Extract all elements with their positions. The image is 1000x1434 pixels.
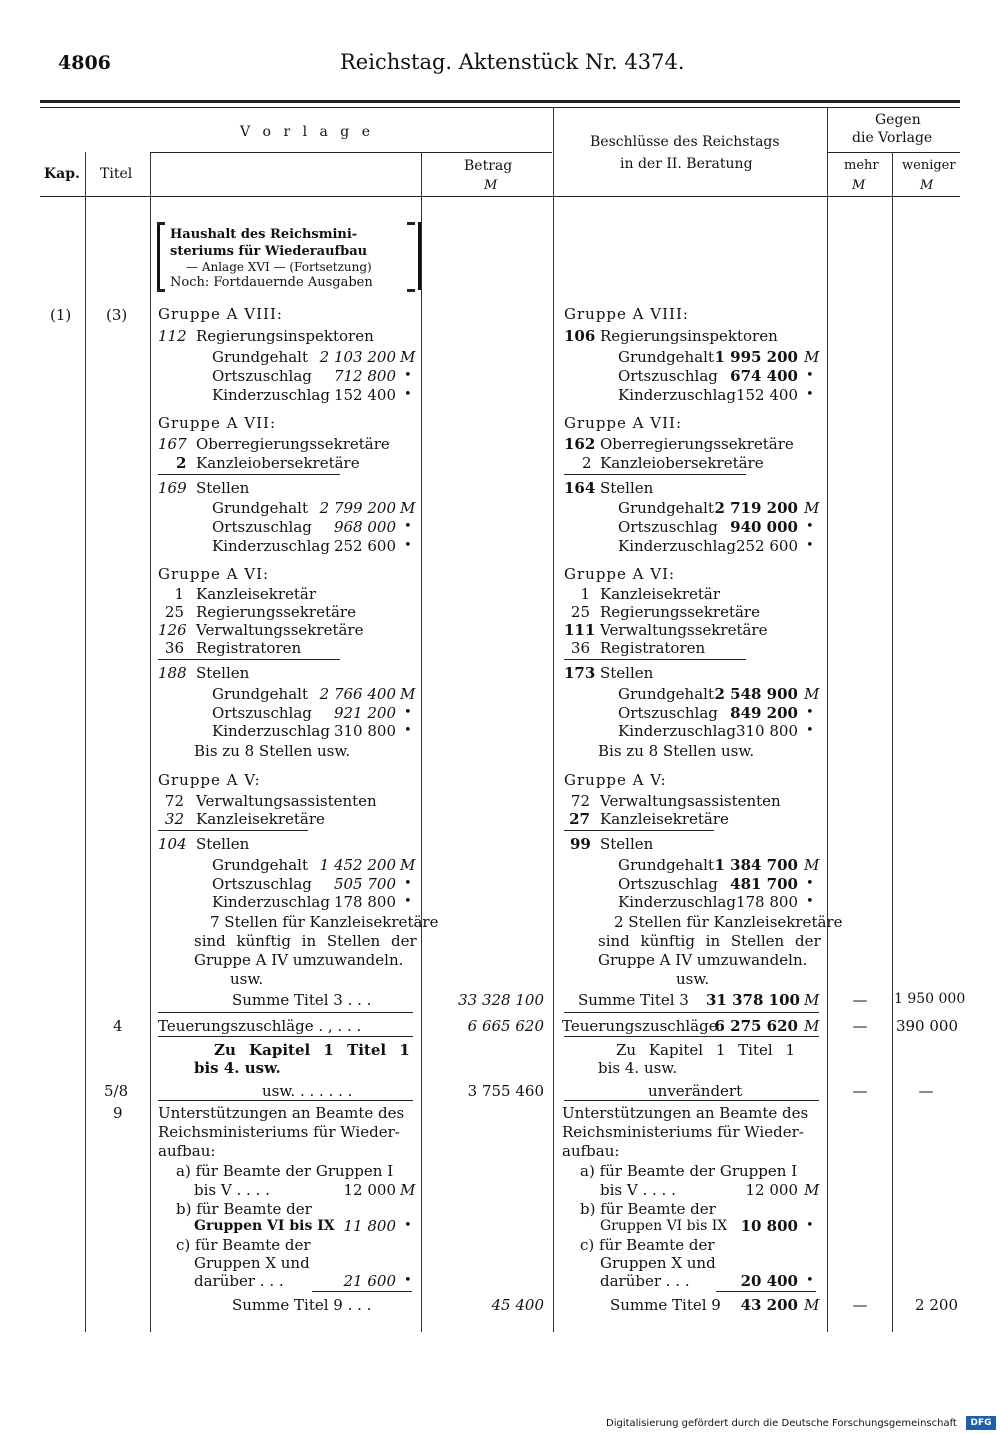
value: 178 800 <box>333 893 396 911</box>
group-heading: Gruppe A VI: <box>158 565 270 583</box>
sub-item: darüber . . . <box>600 1272 690 1290</box>
stellen-label: Stellen <box>196 835 250 853</box>
bracket-corner <box>157 222 165 225</box>
titel-name: Reichsministeriums für Wieder- <box>562 1123 804 1141</box>
label-grundgehalt: Grundgehalt <box>618 685 714 703</box>
betrag-value: 45 400 <box>491 1296 544 1314</box>
sum-rule <box>564 1100 819 1101</box>
label-grundgehalt: Grundgehalt <box>212 348 308 366</box>
sum-rule <box>564 474 746 475</box>
position-name: Regierungsinspektoren <box>600 327 778 345</box>
ditto: • <box>806 538 814 553</box>
weniger-unit: M <box>920 178 934 193</box>
usw: usw. . . . . . . <box>262 1082 353 1100</box>
sub-item: Gruppen X und <box>194 1254 310 1272</box>
value: 11 800 <box>343 1217 396 1235</box>
ditto: • <box>806 723 814 738</box>
sub-item: darüber . . . <box>194 1272 284 1290</box>
ditto: • <box>404 538 412 553</box>
reference: Zu Kapitel 1 Titel 1 <box>214 1041 410 1059</box>
sub-item: Gruppen VI bis IX <box>194 1218 335 1234</box>
count: 106 <box>564 327 596 345</box>
mehr-value: — <box>852 1296 868 1314</box>
value: 10 800 <box>740 1217 798 1235</box>
value: 505 700 <box>333 875 396 893</box>
label-grundgehalt: Grundgehalt <box>212 856 308 874</box>
value: 712 800 <box>333 367 396 385</box>
col-divider <box>892 152 893 1332</box>
value: 921 200 <box>333 704 396 722</box>
bracket-corner <box>407 222 415 225</box>
position-name: Kanzleisekretär <box>196 585 317 603</box>
count: 32 <box>164 810 184 828</box>
sub-item: a) für Beamte der Gruppen I <box>176 1162 394 1180</box>
ditto: • <box>404 1218 412 1233</box>
sum-label: Summe Titel 9 . . . <box>232 1296 372 1314</box>
group-heading: Gruppe A VI: <box>564 565 676 583</box>
note: sind künftig in Stellen der <box>598 932 821 950</box>
label-kinderzuschlag: Kinderzuschlag <box>618 893 736 911</box>
note: sind künftig in Stellen der <box>194 932 417 950</box>
ditto: • <box>806 1218 814 1233</box>
position-name: Kanzleiobersekretäre <box>196 454 360 472</box>
value: 2 103 200 <box>319 348 396 366</box>
kap-header: Kap. <box>44 166 80 182</box>
betrag-unit: M <box>484 178 498 193</box>
sum-rule <box>158 1100 413 1101</box>
dfg-logo: DFG <box>966 1416 996 1430</box>
stellen-label: Stellen <box>600 664 654 682</box>
betrag-header: Betrag <box>464 158 513 174</box>
weniger-value: 1 950 000 <box>894 991 966 1007</box>
sum-rule <box>158 659 340 660</box>
sum-rule <box>564 1012 819 1013</box>
header-rule <box>40 100 960 103</box>
note: usw. <box>230 970 264 988</box>
sub-item: Gruppen X und <box>600 1254 716 1272</box>
note: Gruppe A IV umzuwandeln. <box>194 951 404 969</box>
sum-rule <box>158 1012 413 1013</box>
label-kinderzuschlag: Kinderzuschlag <box>212 386 330 404</box>
sub-item: b) für Beamte der <box>176 1200 312 1218</box>
mark-unit: M <box>400 348 416 366</box>
label-ortszuschlag: Ortszuschlag <box>618 704 718 722</box>
position-name: Verwaltungsassistenten <box>600 792 781 810</box>
label-grundgehalt: Grundgehalt <box>618 856 714 874</box>
sub-item: bis V . . . . <box>194 1181 270 1199</box>
sum-label: Summe Titel 3 <box>578 991 689 1009</box>
stellen-label: Stellen <box>196 479 250 497</box>
value: 43 200 <box>740 1296 798 1314</box>
mehr-value: — <box>852 991 868 1009</box>
count: 126 <box>158 621 187 639</box>
titel-label: 5/8 <box>104 1082 129 1100</box>
label-grundgehalt: Grundgehalt <box>618 499 714 517</box>
label-kinderzuschlag: Kinderzuschlag <box>212 722 330 740</box>
position-name: Verwaltungssekretäre <box>600 621 768 639</box>
value: 2 799 200 <box>319 499 396 517</box>
col-divider <box>421 152 422 1332</box>
ditto: • <box>404 723 412 738</box>
value: 1 452 200 <box>319 856 396 874</box>
titel-name: Teuerungszuschläge . , . . . <box>158 1017 362 1035</box>
value: 31 378 100 <box>706 991 800 1009</box>
position-name: Registratoren <box>196 639 302 657</box>
label-ortszuschlag: Ortszuschlag <box>212 367 312 385</box>
page-title: Reichstag. Aktenstück Nr. 4374. <box>340 50 685 74</box>
count: 167 <box>158 435 187 453</box>
gegen-subrule <box>828 152 960 153</box>
value: 1 384 700 <box>714 856 798 874</box>
value: 152 400 <box>735 386 798 404</box>
ditto: • <box>806 387 814 402</box>
value: 178 800 <box>735 893 798 911</box>
betrag-value: 33 328 100 <box>458 991 544 1009</box>
beschluesse-header-2: in der II. Beratung <box>620 156 753 172</box>
position-name: Kanzleisekretäre <box>600 810 729 828</box>
sub-item: c) für Beamte der <box>580 1236 715 1254</box>
count: 162 <box>564 435 596 453</box>
note: Bis zu 8 Stellen usw. <box>194 742 351 760</box>
titel-name: Reichsministeriums für Wieder- <box>158 1123 400 1141</box>
weniger-value: 390 000 <box>895 1017 958 1035</box>
stellen-label: Stellen <box>196 664 250 682</box>
value: 310 800 <box>735 722 798 740</box>
label-ortszuschlag: Ortszuschlag <box>618 518 718 536</box>
stellen-label: Stellen <box>600 479 654 497</box>
mark-unit: M <box>804 1181 820 1199</box>
note: 7 Stellen für Kanzleisekretäre <box>210 913 439 931</box>
value: 12 000 <box>745 1181 798 1199</box>
titel-name: aufbau: <box>158 1142 216 1160</box>
mark-unit: M <box>804 348 820 366</box>
page-number: 4806 <box>58 52 111 74</box>
ditto: • <box>404 705 412 720</box>
sum-rule <box>158 1036 413 1037</box>
value: 2 548 900 <box>714 685 798 703</box>
sum-label: Summe Titel 9 <box>610 1296 721 1314</box>
value: 152 400 <box>333 386 396 404</box>
count: 112 <box>158 327 187 345</box>
note: Bis zu 8 Stellen usw. <box>598 742 755 760</box>
group-heading: Gruppe A V: <box>158 771 261 789</box>
position-name: Kanzleisekretär <box>600 585 721 603</box>
vorlage-header: V o r l a g e <box>240 124 375 140</box>
vorlage-subrule <box>150 152 552 153</box>
titel-label: 4 <box>113 1017 123 1035</box>
label-grundgehalt: Grundgehalt <box>212 499 308 517</box>
weniger-value: 2 200 <box>915 1296 958 1314</box>
label-kinderzuschlag: Kinderzuschlag <box>618 386 736 404</box>
ditto: • <box>404 368 412 383</box>
count: 25 <box>570 603 590 621</box>
mark-unit: M <box>400 856 416 874</box>
mark-unit: M <box>400 1181 416 1199</box>
sum-label: Summe Titel 3 . . . <box>232 991 372 1009</box>
sub-item: a) für Beamte der Gruppen I <box>580 1162 798 1180</box>
reference: Zu Kapitel 1 Titel 1 <box>616 1041 795 1059</box>
value: 21 600 <box>343 1272 396 1290</box>
value: 968 000 <box>333 518 396 536</box>
count: 104 <box>158 835 187 853</box>
group-heading: Gruppe A VII: <box>158 414 276 432</box>
note: 2 Stellen für Kanzleisekretäre <box>614 913 843 931</box>
sub-item: b) für Beamte der <box>580 1200 716 1218</box>
count: 169 <box>158 479 187 497</box>
ditto: • <box>404 876 412 891</box>
mark-unit: M <box>804 1017 820 1035</box>
beschluesse-header: Beschlüsse des Reichstags <box>590 134 780 150</box>
column-header-rule <box>40 196 960 197</box>
ditto: • <box>404 387 412 402</box>
ditto: • <box>806 1273 814 1288</box>
value: 940 000 <box>730 518 798 536</box>
col-divider <box>553 108 554 1332</box>
count: 1 <box>580 585 590 603</box>
value: 2 719 200 <box>714 499 798 517</box>
ditto: • <box>404 894 412 909</box>
sum-rule <box>564 1036 819 1037</box>
reference: bis 4. usw. <box>194 1059 281 1077</box>
value: 310 800 <box>333 722 396 740</box>
sub-item: c) für Beamte der <box>176 1236 311 1254</box>
betrag-value: 6 665 620 <box>467 1017 544 1035</box>
titel-name: aufbau: <box>562 1142 620 1160</box>
titel-label: 9 <box>113 1104 123 1122</box>
mark-unit: M <box>804 991 820 1009</box>
betrag-value: 3 755 460 <box>467 1082 544 1100</box>
value: 2 766 400 <box>319 685 396 703</box>
sum-rule <box>158 830 308 831</box>
position-name: Regierungsinspektoren <box>196 327 374 345</box>
count: 111 <box>564 621 596 639</box>
mark-unit: M <box>804 1296 820 1314</box>
weniger-value: — <box>918 1082 934 1100</box>
ditto: • <box>806 519 814 534</box>
count: 188 <box>158 664 187 682</box>
titel-name: Unterstützungen an Beamte des <box>562 1104 809 1122</box>
kap-label: (1) <box>50 306 72 324</box>
label-grundgehalt: Grundgehalt <box>618 348 714 366</box>
position-name: Kanzleiobersekretäre <box>600 454 764 472</box>
box-line1: Haushalt des Reichsmini- <box>170 227 358 242</box>
position-name: Regierungssekretäre <box>196 603 356 621</box>
count: 72 <box>164 792 184 810</box>
col-divider <box>827 108 828 1332</box>
count: 2 <box>176 454 187 472</box>
position-name: Verwaltungsassistenten <box>196 792 377 810</box>
value: 20 400 <box>740 1272 798 1290</box>
position-name: Registratoren <box>600 639 706 657</box>
sub-item: Gruppen VI bis IX <box>600 1218 728 1234</box>
group-heading: Gruppe A VII: <box>564 414 682 432</box>
count: 72 <box>570 792 590 810</box>
count: 2 <box>582 454 592 472</box>
ditto: • <box>404 1273 412 1288</box>
count: 36 <box>164 639 184 657</box>
gegen-header: Gegen <box>875 112 921 128</box>
position-name: Verwaltungssekretäre <box>196 621 364 639</box>
mark-unit: M <box>400 685 416 703</box>
mehr-value: — <box>852 1082 868 1100</box>
box-line4: Noch: Fortdauernde Ausgaben <box>170 275 373 290</box>
mark-unit: M <box>804 499 820 517</box>
position-name: Oberregierungssekretäre <box>196 435 390 453</box>
sum-rule <box>564 659 746 660</box>
titel-header: Titel <box>100 166 133 182</box>
sum-rule <box>158 474 340 475</box>
label-ortszuschlag: Ortszuschlag <box>618 875 718 893</box>
label-ortszuschlag: Ortszuschlag <box>212 518 312 536</box>
label-kinderzuschlag: Kinderzuschlag <box>212 537 330 555</box>
bracket-corner <box>157 289 165 292</box>
count: 36 <box>570 639 590 657</box>
label-grundgehalt: Grundgehalt <box>212 685 308 703</box>
position-name: Regierungssekretäre <box>600 603 760 621</box>
mark-unit: M <box>804 856 820 874</box>
count: 99 <box>570 835 591 853</box>
reference: bis 4. usw. <box>598 1059 678 1077</box>
value: 12 000 <box>343 1181 396 1199</box>
value: 849 200 <box>730 704 798 722</box>
ditto: • <box>806 894 814 909</box>
group-heading: Gruppe A VIII: <box>564 305 689 323</box>
mehr-unit: M <box>852 178 866 193</box>
count: 164 <box>564 479 596 497</box>
count: 27 <box>569 810 590 828</box>
titel-name: Unterstützungen an Beamte des <box>158 1104 405 1122</box>
position-name: Kanzleisekretäre <box>196 810 325 828</box>
label-ortszuschlag: Ortszuschlag <box>212 875 312 893</box>
header-rule-thin <box>40 107 960 108</box>
value: 481 700 <box>730 875 798 893</box>
footer-text: Digitalisierung gefördert durch die Deutsche Forschungsgemeinschaft <box>606 1418 957 1429</box>
col-divider <box>85 152 86 1332</box>
label-ortszuschlag: Ortszuschlag <box>618 367 718 385</box>
value: 252 600 <box>333 537 396 555</box>
ditto: • <box>806 876 814 891</box>
value: 6 275 620 <box>714 1017 798 1035</box>
mark-unit: M <box>400 499 416 517</box>
ditto: • <box>806 368 814 383</box>
label-kinderzuschlag: Kinderzuschlag <box>212 893 330 911</box>
titel-label: (3) <box>106 306 128 324</box>
mehr-value: — <box>852 1017 868 1035</box>
count: 173 <box>564 664 596 682</box>
value: 674 400 <box>730 367 798 385</box>
stellen-label: Stellen <box>600 835 654 853</box>
label-ortszuschlag: Ortszuschlag <box>212 704 312 722</box>
sum-rule <box>312 1291 412 1292</box>
col-divider <box>150 152 151 1332</box>
mehr-header: mehr <box>844 158 879 173</box>
count: 25 <box>164 603 184 621</box>
ditto: • <box>806 705 814 720</box>
label-kinderzuschlag: Kinderzuschlag <box>618 537 736 555</box>
titel-name: Teuerungszuschläge <box>562 1017 718 1035</box>
unchanged: unverändert <box>648 1082 743 1100</box>
note: Gruppe A IV umzuwandeln. <box>598 951 808 969</box>
box-line2: steriums für Wiederaufbau <box>170 244 368 259</box>
weniger-header: weniger <box>902 158 956 173</box>
mark-unit: M <box>804 685 820 703</box>
sum-rule <box>716 1291 816 1292</box>
value: 252 600 <box>735 537 798 555</box>
ditto: • <box>404 519 412 534</box>
position-name: Oberregierungssekretäre <box>600 435 794 453</box>
group-heading: Gruppe A V: <box>564 771 667 789</box>
count: 1 <box>174 585 184 603</box>
gegen-header-2: die Vorlage <box>852 130 933 146</box>
value: 1 995 200 <box>714 348 798 366</box>
bracket-corner <box>407 289 415 292</box>
sum-rule <box>564 830 714 831</box>
group-heading: Gruppe A VIII: <box>158 305 283 323</box>
sub-item: bis V . . . . <box>600 1181 676 1199</box>
note: usw. <box>676 970 710 988</box>
label-kinderzuschlag: Kinderzuschlag <box>618 722 736 740</box>
box-line3: — Anlage XVI — (Fortsetzung) <box>186 260 372 274</box>
